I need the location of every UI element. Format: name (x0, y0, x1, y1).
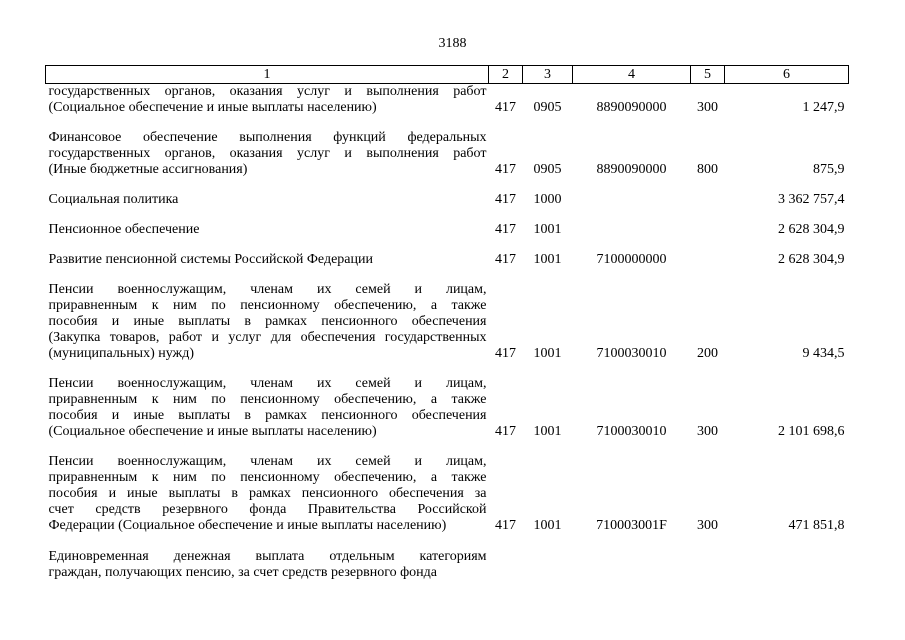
row-csr (573, 534, 691, 581)
row-name (46, 268, 489, 362)
row-name-line: счет средств резервного фонда Правительства Российской (48, 502, 487, 517)
row-rz: 1001 (533, 346, 562, 361)
table-row (46, 84, 849, 117)
row-vr (691, 178, 725, 208)
row-gr: 417 (495, 518, 516, 533)
row-rz (523, 534, 573, 581)
row-name-line: Федерации (Социальное обеспечение и иные выплаты населению) (48, 518, 447, 533)
row-csr: 7100000000 (596, 252, 667, 267)
row-name-line: Развитие пенсионной системы Российской Федерации (48, 252, 373, 267)
budget-table (45, 65, 849, 581)
table-row (46, 362, 849, 440)
header-col-5: 5 (691, 66, 725, 84)
row-name-line: (Социальное обеспечение и иные выплаты населению) (48, 100, 377, 115)
row-gr: 417 (495, 424, 516, 439)
row-name-line: приравненным к ним по пенсионному обеспечению, а также (48, 392, 487, 407)
row-name-line: пособия и иные выплаты в рамках пенсионного обеспечения (48, 408, 487, 423)
row-csr: 7100030010 (596, 346, 667, 361)
table-header-row (46, 66, 849, 84)
row-name (46, 178, 489, 208)
row-vr: 300 (697, 518, 718, 533)
row-name-line: Единовременная денежная выплата отдельным категориям (48, 549, 487, 564)
row-rz: 1001 (533, 252, 562, 267)
header-col-3: 3 (523, 66, 573, 84)
row-rz: 1001 (533, 518, 562, 533)
table-row (46, 116, 849, 178)
row-sum (725, 534, 849, 581)
row-name (46, 534, 489, 581)
row-gr: 417 (495, 100, 516, 115)
row-gr: 417 (495, 192, 516, 207)
row-sum: 1 247,9 (802, 100, 845, 115)
row-vr: 300 (697, 100, 718, 115)
table-row (46, 534, 849, 581)
row-name-line: граждан, получающих пенсию, за счет средств резервного фонда (48, 565, 437, 580)
table-body (46, 84, 849, 582)
row-vr (691, 208, 725, 238)
row-rz: 1001 (533, 424, 562, 439)
row-name (46, 116, 489, 178)
row-name (46, 208, 489, 238)
row-csr (573, 208, 691, 238)
row-name-line: (Социальное обеспечение и иные выплаты населению) (48, 424, 377, 439)
row-name-line: (Закупка товаров, работ и услуг для обеспечения государственных (48, 330, 487, 345)
row-name-line: (Иные бюджетные ассигнования) (48, 162, 248, 177)
row-name-line: государственных органов, оказания услуг и выполнения работ (48, 146, 487, 161)
row-gr: 417 (495, 252, 516, 267)
header-col-6: 6 (725, 66, 849, 84)
row-gr: 417 (495, 162, 516, 177)
row-gr: 417 (495, 222, 516, 237)
row-name-line: приравненным к ним по пенсионному обеспечению, а также (48, 298, 487, 313)
row-name (46, 238, 489, 268)
row-sum: 9 434,5 (802, 346, 845, 361)
table-row (46, 268, 849, 362)
row-sum: 2 101 698,6 (778, 424, 845, 439)
row-sum: 2 628 304,9 (778, 252, 845, 267)
row-sum: 3 362 757,4 (778, 192, 845, 207)
row-rz: 1000 (533, 192, 562, 207)
row-name-line: государственных органов, оказания услуг и выполнения работ (48, 84, 487, 99)
row-csr: 710003001F (596, 518, 667, 533)
row-name-line: Пенсии военнослужащим, членам их семей и лицам, (48, 454, 487, 469)
row-name-line: Пенсии военнослужащим, членам их семей и лицам, (48, 376, 487, 391)
header-col-1: 1 (46, 66, 489, 84)
row-name-line: Пенсии военнослужащим, членам их семей и лицам, (48, 282, 487, 297)
row-csr (573, 178, 691, 208)
table-row (46, 440, 849, 534)
row-csr: 8890090000 (596, 162, 667, 177)
row-name-line: (муниципальных) нужд) (48, 346, 195, 361)
row-gr: 417 (495, 346, 516, 361)
row-sum: 875,9 (813, 162, 845, 177)
row-name-line: Финансовое обеспечение выполнения функций федеральных (48, 130, 487, 145)
row-vr: 300 (697, 424, 718, 439)
row-name-line: пособия и иные выплаты в рамках пенсионного обеспечения за (48, 486, 487, 501)
table-row (46, 178, 849, 208)
row-vr: 200 (697, 346, 718, 361)
row-gr (489, 534, 523, 581)
row-rz: 0905 (533, 100, 562, 115)
row-rz: 0905 (533, 162, 562, 177)
row-sum: 2 628 304,9 (778, 222, 845, 237)
row-name-line: приравненным к ним по пенсионному обеспечению, а также (48, 470, 487, 485)
row-vr (691, 534, 725, 581)
row-name (46, 362, 489, 440)
row-csr: 7100030010 (596, 424, 667, 439)
header-col-4: 4 (573, 66, 691, 84)
page-number: 3188 (438, 36, 467, 51)
row-name (46, 440, 489, 534)
row-rz: 1001 (533, 222, 562, 237)
row-name-line: Пенсионное обеспечение (48, 222, 200, 237)
row-name-line: Социальная политика (48, 192, 179, 207)
row-csr: 8890090000 (596, 100, 667, 115)
row-sum: 471 851,8 (788, 518, 845, 533)
table-row (46, 238, 849, 268)
row-name (46, 84, 489, 117)
row-vr: 800 (697, 162, 718, 177)
row-vr (691, 238, 725, 268)
row-name-line: пособия и иные выплаты в рамках пенсионного обеспечения (48, 314, 487, 329)
table-row (46, 208, 849, 238)
header-col-2: 2 (489, 66, 523, 84)
